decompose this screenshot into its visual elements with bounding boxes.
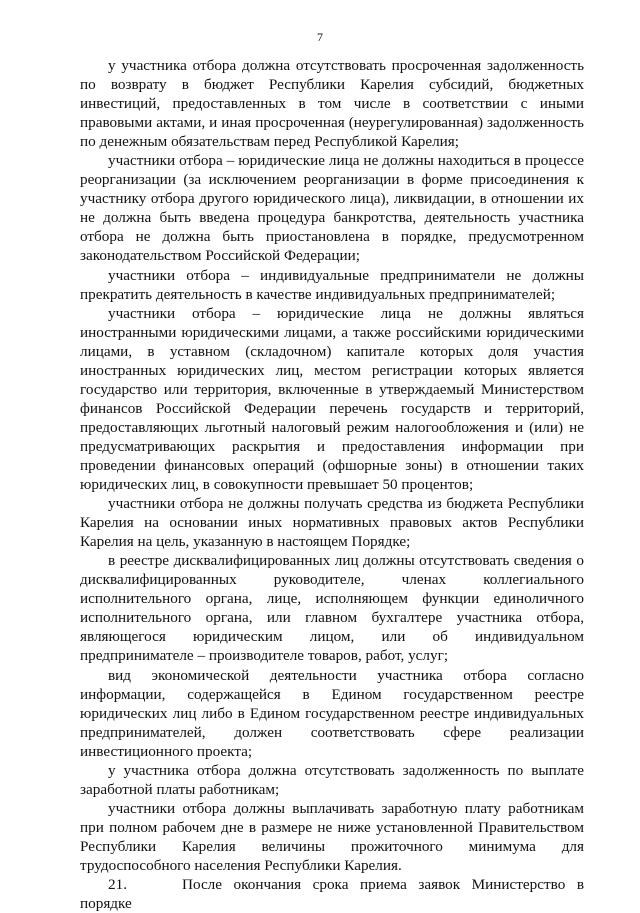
item-21-number: 21. (108, 876, 127, 894)
paragraph-budget-funds-requirement: участники отбора не должны получать средства из бюджета Республики Карелия на основании иных нормативных правовых актов Республики Карелия на цель, указанную в настоящем Порядке; (80, 495, 584, 551)
paragraph-activity-type-requirement: вид экономической деятельности участника отбора согласно информации, содержащейся в Едином государственном реестре юридических лиц либо в Едином государственном реестре индивидуальных предпринимателей, должен соответствовать сфере реализации инвестиционного проекта; (80, 666, 584, 760)
paragraph-debt-requirement: у участника отбора должна отсутствовать просроченная задолженность по возврату в бюджет Республики Карелия субсидий, бюджетных инвестиций, предоставленных в том числе в соответствии с иными правовыми актами, и иная просроченная (неурегулированная) задолженность по денежным обязательствам перед Республикой Карелия; (80, 57, 584, 151)
paragraph-minimum-wage-requirement: участники отбора должны выплачивать заработную плату работникам при полном рабочем дне в размере не ниже установленной Правительством Республики Карелия величины прожиточного минимума для трудоспособного населения Республики Карелия. (80, 799, 584, 874)
page-number: 7 (317, 30, 323, 44)
paragraph-reorganization-requirement: участники отбора – юридические лица не должны находиться в процессе реорганизации (за исключением реорганизации в форме присоединения к участнику отбора другого юридического лица), ликвидации, в отношении их не должна быть введена процедура банкротства, деятельность участника отбора не должна быть приостановлена в порядке, предусмотренном законодательством Российской Федерации; (80, 152, 584, 265)
paragraph-foreign-entity-requirement: участники отбора – юридические лица не должны являться иностранными юридическими лицами, а также российскими юридическими лицами, в уставном (складочном) капитале которых доля участия иностранных юридических лиц, местом регистрации которых является государство или территория, включенные в утверждаемый Министерством финансов Российской Федерации перечень государств и территорий, предоставляющих льготный налоговый режим налогообложения и (или) не предусматривающих раскрытия и предоставления информации при проведении финансовых операций (офшорные зоны) в отношении таких юридических лиц, в совокупности превышает 50 процентов; (80, 304, 584, 494)
paragraph-entrepreneur-requirement: участники отбора – индивидуальные предприниматели не должны прекратить деятельность в качестве индивидуальных предпринимателей; (80, 266, 584, 303)
paragraph-disqualified-persons-requirement: в реестре дисквалифицированных лиц должны отсутствовать сведения о дисквалифицированных руководителе, членах коллегиального исполнительного органа, лице, исполняющем функции единоличного исполнительного органа, или главном бухгалтере участника отбора, являющегося юридическим лицом, или об индивидуальном предпринимателе – производителе товаров, работ, услуг; (80, 552, 584, 665)
document-body (80, 56, 584, 913)
item-21-text: После окончания срока приема заявок Министерство в порядке (80, 876, 584, 913)
item-21 (80, 875, 584, 913)
paragraph-wage-arrears-requirement: у участника отбора должна отсутствовать задолженность по выплате заработной платы работникам; (80, 761, 584, 798)
